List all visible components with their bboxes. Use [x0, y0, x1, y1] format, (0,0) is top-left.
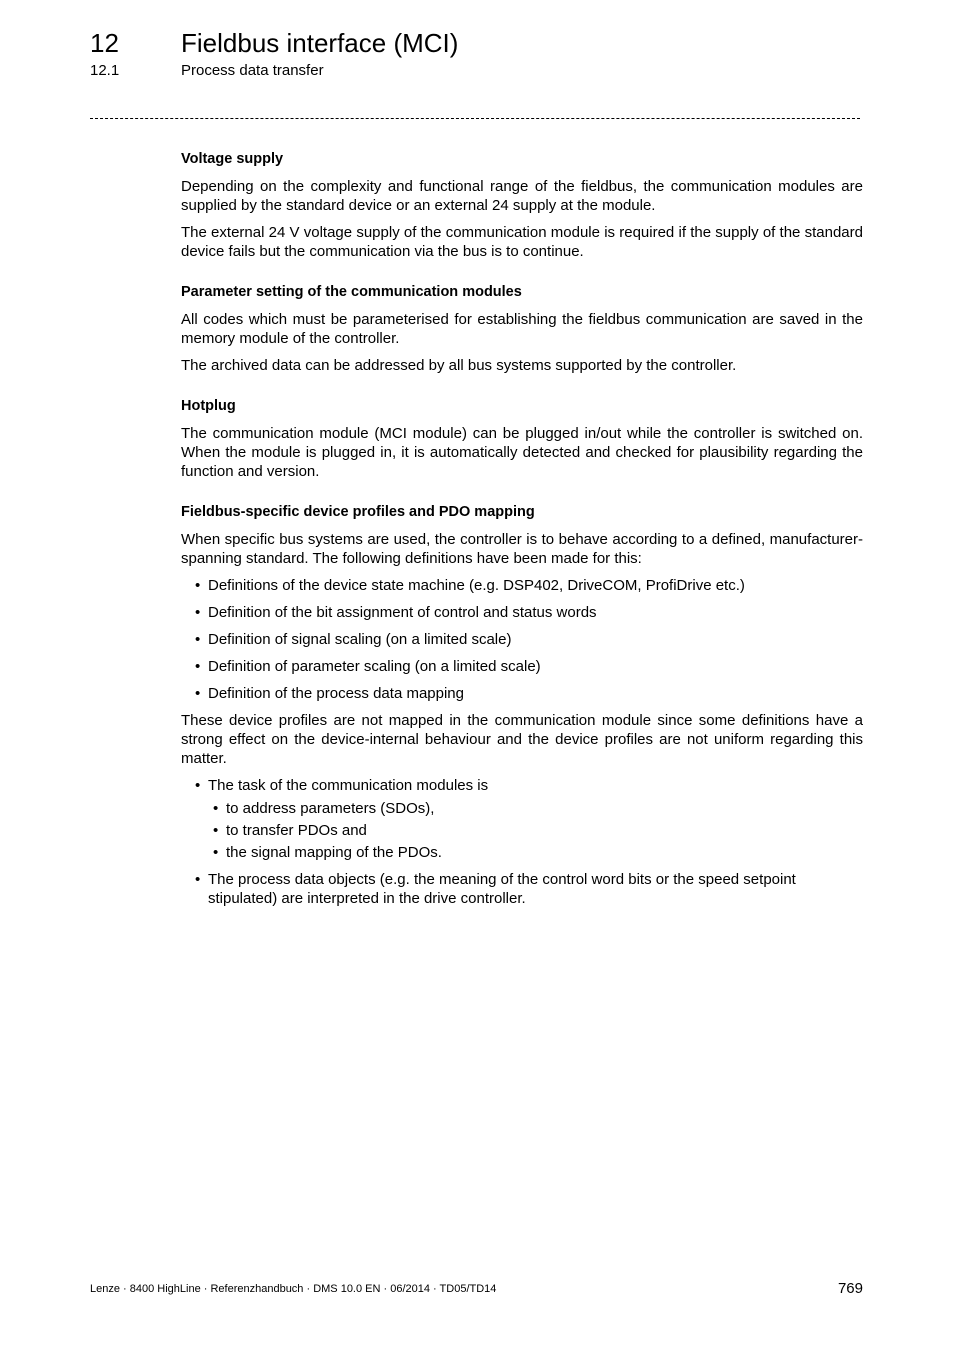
task-item-text: The task of the communication modules is	[208, 777, 489, 794]
hotplug-paragraph: The communication module (MCI module) can be plugged in/out while the controller is switched on. When the module is plugged in, it is automatically detected and checked for plausibility regarding the function and version.	[181, 425, 863, 480]
voltage-supply-heading: Voltage supply	[181, 151, 284, 167]
list-item: • Definition of parameter scaling (on a limited scale)	[181, 657, 863, 676]
list-item: • Definition of the process data mapping	[181, 684, 863, 703]
chapter-number: 12	[90, 28, 119, 58]
profiles-paragraph-2: These device profiles are not mapped in the communication module since some definitions have a strong effect on the device-internal behaviour and the device profiles are not uniform regarding this matter.	[181, 712, 863, 767]
footer-text: Lenze · 8400 HighLine · Referenzhandbuch · DMS 10.0 EN · 06/2014 · TD05/TD14	[90, 1283, 497, 1295]
parameter-setting-paragraph-2: The archived data can be addressed by all bus systems supported by the controller.	[181, 357, 737, 374]
voltage-supply-paragraph-2: The external 24 V voltage supply of the communication module is required if the supply of the standard device fails but the communication via the bus is to continue.	[181, 224, 863, 260]
chapter-title: Fieldbus interface (MCI)	[181, 28, 459, 58]
list-item: • Definition of signal scaling (on a limited scale)	[181, 630, 863, 649]
voltage-supply-paragraph-1: Depending on the complexity and functional range of the fieldbus, the communication modules are supplied by the standard device or an external 24 supply at the module.	[181, 178, 863, 214]
page-content	[181, 150, 863, 916]
hotplug-heading: Hotplug	[181, 398, 236, 414]
profiles-intro: When specific bus systems are used, the controller is to behave according to a defined, manufacturer-spanning standard. The following definitions have been made for this:	[181, 531, 863, 567]
list-item: • to address parameters (SDOs),	[208, 799, 863, 818]
page-number: 769	[837, 1280, 863, 1297]
header-divider	[90, 118, 860, 119]
list-item: • Definitions of the device state machine (e.g. DSP402, DriveCOM, ProfiDrive etc.)	[181, 576, 863, 595]
section-title: Process data transfer	[181, 62, 324, 79]
profiles-heading: Fieldbus-specific device profiles and PDO mapping	[181, 504, 535, 520]
task-subitems-list	[208, 799, 863, 862]
list-item: • Definition of the bit assignment of control and status words	[181, 603, 863, 622]
definitions-list	[181, 576, 863, 703]
list-item	[181, 776, 863, 862]
list-item: • The process data objects (e.g. the meaning of the control word bits or the speed setpoint stipulated) are interpreted in the drive controller.	[181, 870, 863, 908]
section-number: 12.1	[90, 62, 120, 79]
list-item: • to transfer PDOs and	[208, 821, 863, 840]
tasks-list	[181, 776, 863, 908]
parameter-setting-heading: Parameter setting of the communication modules	[181, 284, 522, 300]
parameter-setting-paragraph-1: All codes which must be parameterised for establishing the fieldbus communication are saved in the memory module of the controller.	[181, 311, 863, 347]
list-item: • the signal mapping of the PDOs.	[208, 843, 863, 862]
